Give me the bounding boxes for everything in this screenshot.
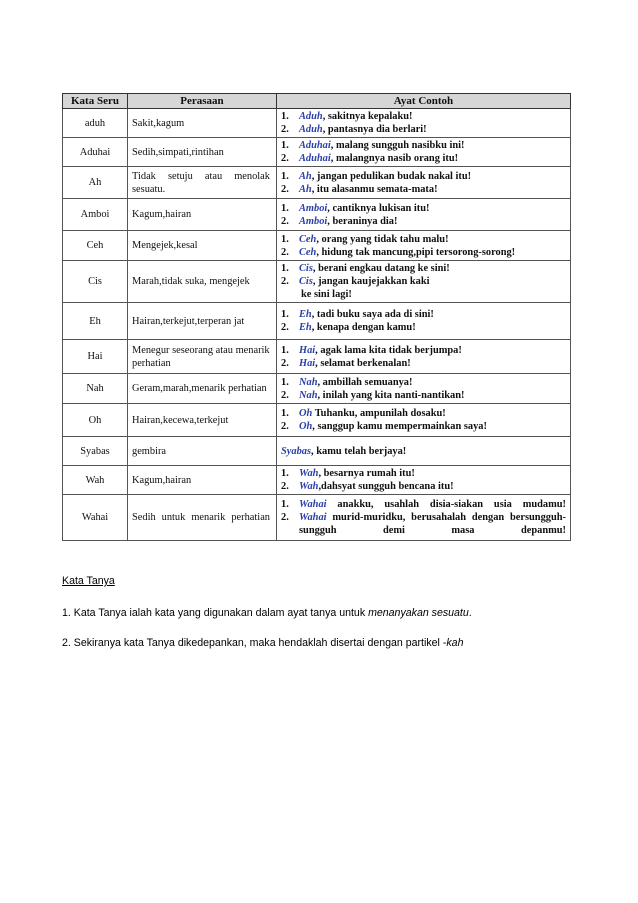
example-number: 1. [281, 468, 289, 479]
ayat-contoh-cell [277, 466, 571, 495]
example-number: 1. [281, 202, 289, 214]
kata-seru-cell: Wahai [63, 495, 128, 541]
example-line [281, 511, 566, 537]
section-heading [62, 575, 115, 587]
kata-seru-cell: Ah [63, 167, 128, 199]
table-row [63, 109, 571, 138]
example-rest: , sanggup kamu mempermainkan saya! [312, 421, 487, 432]
example-text [299, 123, 566, 136]
table-row [63, 466, 571, 495]
paragraph-1-end: . [468, 607, 472, 619]
example-text [299, 357, 566, 370]
example-line [281, 123, 566, 136]
example-rest: anakku, usahlah disia-siakan usia mudamu! [326, 499, 566, 510]
example-text [299, 498, 566, 511]
kata-seru-cell: Cis [63, 261, 128, 303]
example-rest: , berani engkau datang ke sini! [312, 263, 450, 274]
kata-tanya-heading: Kata Tanya [62, 575, 115, 587]
example-text [299, 420, 566, 433]
example-line [281, 275, 566, 288]
example-number: 2. [281, 357, 289, 369]
ayat-contoh-cell [277, 404, 571, 437]
example-rest: murid-muridku, berusahalah dengan bersungguh-sungguh demi masa depanmu! [299, 512, 566, 536]
example-rest: , pantasnya dia berlari! [322, 124, 427, 135]
perasaan-cell: Sedih untuk menarik perhatian [128, 495, 277, 541]
example-line [281, 152, 566, 165]
kata-seru-word: Oh [299, 408, 313, 419]
table-row [63, 303, 571, 340]
paragraph-2-emphasis: kah [446, 637, 464, 649]
kata-seru-word: Wah [299, 468, 319, 479]
example-line [281, 376, 566, 389]
perasaan-cell: Sakit,kagum [128, 109, 277, 138]
example-line [281, 445, 566, 458]
kata-seru-word: Eh [299, 322, 312, 333]
perasaan-cell: Tidak setuju atau menolak sesuatu. [128, 167, 277, 199]
example-text [299, 233, 566, 246]
table-row [63, 340, 571, 374]
ayat-contoh-cell [277, 340, 571, 374]
example-number: 2. [281, 481, 289, 492]
perasaan-cell: Mengejek,kesal [128, 231, 277, 261]
example-text [299, 170, 566, 183]
ayat-contoh-cell [277, 495, 571, 541]
example-text [299, 110, 566, 123]
example-text [299, 480, 566, 493]
example-text [299, 308, 566, 321]
example-text [281, 445, 566, 458]
kata-seru-cell: Aduhai [63, 138, 128, 167]
example-text [299, 467, 566, 480]
table-row [63, 495, 571, 541]
ayat-contoh-cell [277, 437, 571, 466]
example-rest: , selamat berkenalan! [315, 357, 411, 369]
kata-seru-table [62, 93, 571, 541]
example-text [299, 275, 566, 288]
example-line [281, 183, 566, 196]
example-number: 1. [281, 170, 289, 182]
example-line [281, 321, 566, 334]
perasaan-cell: Marah,tidak suka, mengejek [128, 261, 277, 303]
perasaan-cell: Kagum,hairan [128, 199, 277, 231]
table-row [63, 261, 571, 303]
ayat-contoh-cell [277, 261, 571, 303]
example-rest: , agak lama kita tidak berjumpa! [315, 344, 462, 356]
example-text [299, 152, 566, 165]
example-rest: , tadi buku saya ada di sini! [311, 309, 434, 320]
example-number: 1. [281, 344, 289, 356]
kata-seru-word: Amboi [299, 215, 328, 227]
example-line [281, 357, 566, 370]
example-line [281, 308, 566, 321]
example-text [299, 262, 566, 275]
perasaan-cell: Kagum,hairan [128, 466, 277, 495]
example-rest: , hidung tak mancung,pipi tersorong-sorong! [316, 246, 516, 258]
perasaan-cell: Hairan,kecewa,terkejut [128, 404, 277, 437]
example-number: 2. [281, 124, 289, 135]
kata-seru-word: Amboi [299, 202, 328, 214]
example-rest: , kamu telah berjaya! [311, 445, 407, 457]
kata-seru-cell: Eh [63, 303, 128, 340]
example-number: 1. [281, 140, 289, 151]
kata-seru-word: Nah [299, 376, 318, 388]
example-line [281, 170, 566, 183]
paragraph-1-emphasis: menanyakan sesuatu [368, 607, 469, 619]
example-text [299, 344, 566, 357]
paragraph-1-text: 1. Kata Tanya ialah kata yang digunakan dalam ayat tanya untuk [62, 607, 369, 619]
example-number: 2. [281, 153, 289, 164]
kata-seru-cell: Nah [63, 374, 128, 404]
paragraph-1 [62, 607, 472, 619]
paragraph-2 [62, 637, 463, 649]
example-line [281, 480, 566, 493]
header-ayat-contoh: Ayat Contoh [277, 94, 571, 109]
kata-seru-word: Wahai [299, 499, 327, 510]
kata-seru-word: Cis [299, 263, 313, 274]
example-text [299, 202, 566, 215]
kata-seru-cell: aduh [63, 109, 128, 138]
example-number: 2. [281, 512, 289, 523]
example-number: 1. [281, 233, 289, 245]
example-text [299, 215, 566, 228]
table-header-row [63, 94, 571, 109]
example-number: 2. [281, 215, 289, 227]
example-rest: , cantiknya lukisan itu! [327, 202, 430, 214]
table-row [63, 404, 571, 437]
ayat-contoh-cell [277, 109, 571, 138]
kata-seru-cell: Syabas [63, 437, 128, 466]
example-line [281, 407, 566, 420]
kata-seru-cell: Ceh [63, 231, 128, 261]
kata-seru-word: Aduh [299, 124, 323, 135]
example-rest: , jangan pedulikan budak nakal itu! [311, 170, 472, 182]
example-number: 2. [281, 421, 289, 432]
example-continuation: ke sini lagi! [301, 289, 352, 300]
ayat-contoh-cell [277, 199, 571, 231]
perasaan-cell: Menegur seseorang atau menarik perhatian [128, 340, 277, 374]
example-number: 2. [281, 183, 289, 195]
example-text [299, 321, 566, 334]
example-rest: , malang sungguh nasibku ini! [330, 140, 465, 151]
example-line [281, 110, 566, 123]
kata-seru-word: Wah [299, 481, 319, 492]
table-row [63, 231, 571, 261]
example-number: 1. [281, 309, 289, 320]
kata-seru-cell: Oh [63, 404, 128, 437]
perasaan-cell: gembira [128, 437, 277, 466]
ayat-contoh-cell [277, 374, 571, 404]
kata-seru-word: Nah [299, 389, 318, 401]
kata-seru-word: Hai [299, 357, 316, 369]
table-row [63, 138, 571, 167]
example-rest: , jangan kaujejakkan kaki [312, 276, 430, 287]
perasaan-cell: Sedih,simpati,rintihan [128, 138, 277, 167]
example-line [281, 389, 566, 402]
kata-seru-word: Ah [299, 170, 312, 182]
ayat-contoh-cell [277, 303, 571, 340]
ayat-contoh-cell [277, 231, 571, 261]
example-number: 2. [281, 246, 289, 258]
kata-seru-word: Wahai [299, 512, 327, 523]
kata-seru-word: Ah [299, 183, 312, 195]
example-line [281, 139, 566, 152]
example-line [281, 202, 566, 215]
kata-seru-word: Aduhai [299, 140, 331, 151]
example-number: 2. [281, 389, 289, 401]
example-rest: ,dahsyat sungguh bencana itu! [318, 481, 454, 492]
kata-seru-word: Cis [299, 276, 313, 287]
example-line [281, 467, 566, 480]
example-line [281, 344, 566, 357]
table-row [63, 167, 571, 199]
kata-seru-word: Ceh [299, 233, 317, 245]
example-number: 1. [281, 499, 289, 510]
kata-seru-word: Aduh [299, 111, 323, 122]
table-row [63, 437, 571, 466]
kata-seru-word: Ceh [299, 246, 317, 258]
header-kata-seru: Kata Seru [63, 94, 128, 109]
example-rest: , malangnya nasib orang itu! [330, 153, 459, 164]
example-line [281, 262, 566, 275]
example-number: 2. [281, 276, 289, 287]
example-rest: , orang yang tidak tahu malu! [316, 233, 449, 245]
example-rest: Tuhanku, ampunilah dosaku! [312, 408, 446, 419]
paragraph-2-text: 2. Sekiranya kata Tanya dikedepankan, maka hendaklah disertai dengan partikel - [62, 637, 447, 649]
kata-seru-word: Syabas [281, 445, 312, 457]
example-rest: , itu alasanmu semata-mata! [311, 183, 438, 195]
example-line [281, 498, 566, 511]
kata-seru-word: Hai [299, 344, 316, 356]
example-text [299, 183, 566, 196]
example-line [281, 246, 566, 259]
ayat-contoh-cell [277, 138, 571, 167]
header-perasaan: Perasaan [128, 94, 277, 109]
example-line [281, 233, 566, 246]
example-rest: , sakitnya kepalaku! [322, 111, 413, 122]
example-rest: , kenapa dengan kamu! [311, 322, 416, 333]
example-rest: , beraninya dia! [327, 215, 398, 227]
table-row [63, 199, 571, 231]
example-line [281, 215, 566, 228]
example-text [299, 511, 566, 537]
kata-seru-cell: Wah [63, 466, 128, 495]
example-text [299, 139, 566, 152]
example-rest: , inilah yang kita nanti-nantikan! [317, 389, 465, 401]
example-rest: , besarnya rumah itu! [318, 468, 415, 479]
kata-seru-word: Aduhai [299, 153, 331, 164]
example-rest: , ambillah semuanya! [317, 376, 413, 388]
kata-seru-cell: Hai [63, 340, 128, 374]
perasaan-cell: Hairan,terkejut,terperan jat [128, 303, 277, 340]
example-text [299, 246, 566, 259]
ayat-contoh-cell [277, 167, 571, 199]
kata-seru-word: Oh [299, 421, 313, 432]
example-text [299, 389, 566, 402]
example-number: 1. [281, 111, 289, 122]
example-number: 1. [281, 376, 289, 388]
kata-seru-cell: Amboi [63, 199, 128, 231]
example-number: 2. [281, 322, 289, 333]
example-line [281, 420, 566, 433]
example-text [299, 376, 566, 389]
perasaan-cell: Geram,marah,menarik perhatian [128, 374, 277, 404]
example-text [299, 407, 566, 420]
example-number: 1. [281, 263, 289, 274]
kata-seru-word: Eh [299, 309, 312, 320]
table-row [63, 374, 571, 404]
example-number: 1. [281, 408, 289, 419]
